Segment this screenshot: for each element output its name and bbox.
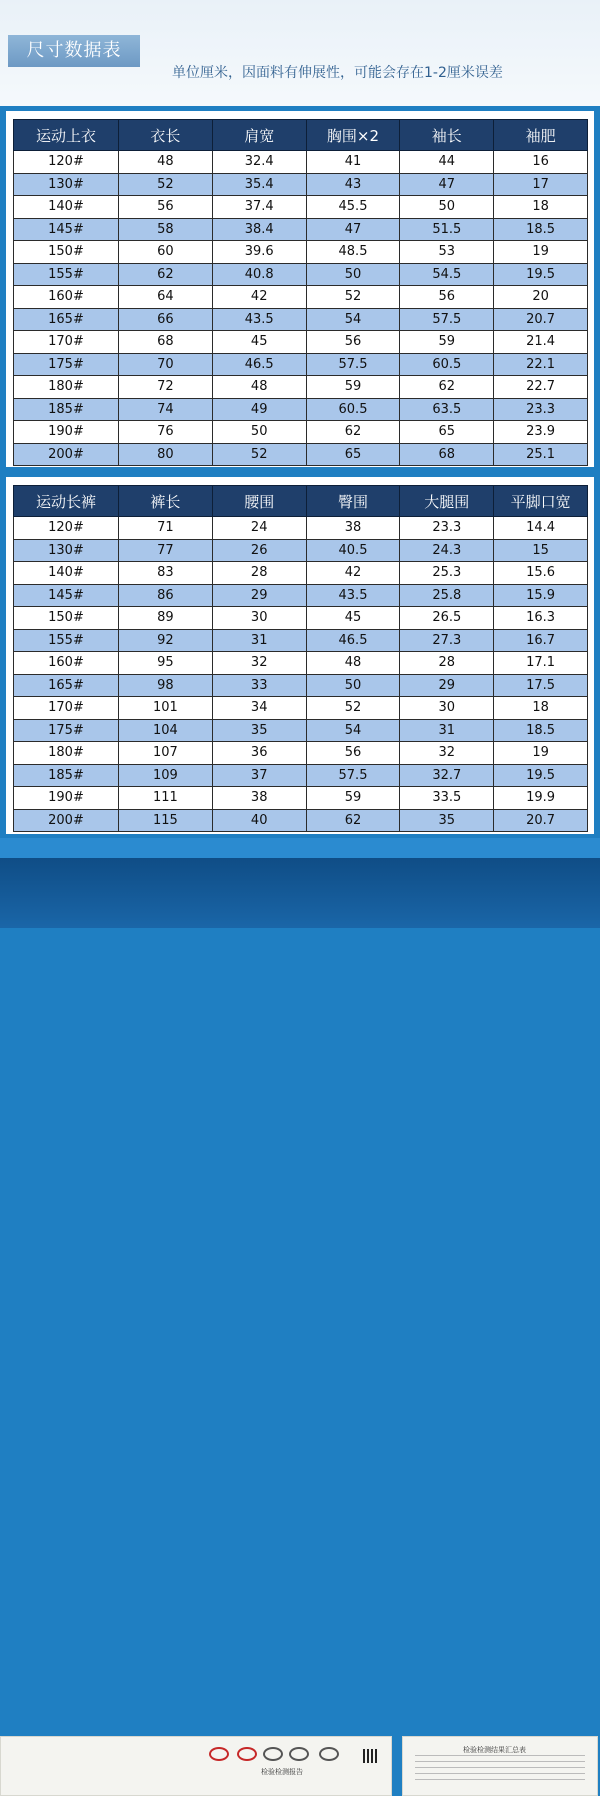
measurement-cell: 48 (306, 652, 400, 675)
measurement-cell: 42 (306, 562, 400, 585)
page-title: 尺寸数据表 (8, 35, 140, 67)
measurement-cell: 40 (212, 809, 306, 832)
measurement-cell: 53 (400, 241, 494, 264)
measurement-cell: 19 (494, 742, 588, 765)
measurement-cell: 77 (119, 539, 213, 562)
measurement-cell: 28 (212, 562, 306, 585)
size-label-cell: 180# (14, 376, 119, 399)
measurement-cell: 56 (119, 196, 213, 219)
header-cell: 臀围 (306, 486, 400, 517)
table-row (14, 286, 588, 309)
size-label-cell: 130# (14, 539, 119, 562)
measurement-cell: 62 (306, 809, 400, 832)
size-label-cell: 140# (14, 562, 119, 585)
size-label-cell: 170# (14, 331, 119, 354)
report-title: 检验检测报告 (261, 1768, 303, 1776)
measurement-cell: 52 (306, 697, 400, 720)
size-label-cell: 175# (14, 353, 119, 376)
measurement-cell: 22.1 (494, 353, 588, 376)
header-band (0, 0, 600, 106)
measurement-cell: 33 (212, 674, 306, 697)
measurement-cell: 74 (119, 398, 213, 421)
measurement-cell: 42 (212, 286, 306, 309)
report-footer (0, 858, 600, 1776)
table-row (14, 787, 588, 810)
size-label-cell: 120# (14, 151, 119, 174)
measurement-cell: 25.3 (400, 562, 494, 585)
cnas-logo-icon (289, 1747, 309, 1761)
unit-note: 单位厘米，因面料有伸展性，可能会存在1-2厘米误差 (172, 65, 503, 81)
measurement-cell: 46.5 (212, 353, 306, 376)
measurement-cell: 35 (212, 719, 306, 742)
measurement-cell: 80 (119, 443, 213, 466)
size-label-cell: 150# (14, 607, 119, 630)
measurement-cell: 39.6 (212, 241, 306, 264)
measurement-cell: 68 (400, 443, 494, 466)
measurement-cell: 19.5 (494, 764, 588, 787)
measurement-cell: 65 (306, 443, 400, 466)
measurement-cell: 15.6 (494, 562, 588, 585)
table-row (14, 562, 588, 585)
measurement-cell: 15.9 (494, 584, 588, 607)
measurement-cell: 29 (400, 674, 494, 697)
measurement-cell: 31 (400, 719, 494, 742)
table-row (14, 539, 588, 562)
measurement-cell: 46.5 (306, 629, 400, 652)
report-document-left (0, 1736, 392, 1796)
pants-size-panel (6, 477, 594, 834)
measurement-cell: 47 (400, 173, 494, 196)
measurement-cell: 115 (119, 809, 213, 832)
measurement-cell: 22.7 (494, 376, 588, 399)
measurement-cell: 18 (494, 697, 588, 720)
size-label-cell: 170# (14, 697, 119, 720)
measurement-cell: 51.5 (400, 218, 494, 241)
size-label-cell: 160# (14, 286, 119, 309)
measurement-cell: 60.5 (400, 353, 494, 376)
measurement-cell: 98 (119, 674, 213, 697)
report-document-right (402, 1736, 598, 1796)
size-label-cell: 185# (14, 764, 119, 787)
table-row (14, 421, 588, 444)
table-row (14, 697, 588, 720)
measurement-cell: 19 (494, 241, 588, 264)
table-row (14, 629, 588, 652)
measurement-cell: 32 (212, 652, 306, 675)
measurement-cell: 36 (212, 742, 306, 765)
measurement-cell: 19.5 (494, 263, 588, 286)
measurement-cell: 43 (306, 173, 400, 196)
cert-logo-icon (237, 1747, 257, 1761)
results-table-lines (415, 1755, 585, 1785)
top-size-table (13, 119, 588, 466)
measurement-cell: 17 (494, 173, 588, 196)
measurement-cell: 56 (306, 331, 400, 354)
measurement-cell: 35.4 (212, 173, 306, 196)
header-cell: 运动长裤 (14, 486, 119, 517)
measurement-cell: 92 (119, 629, 213, 652)
pants-size-table (13, 485, 588, 832)
measurement-cell: 34 (212, 697, 306, 720)
top-size-panel (6, 111, 594, 467)
measurement-cell: 48 (212, 376, 306, 399)
measurement-cell: 30 (400, 697, 494, 720)
measurement-cell: 52 (306, 286, 400, 309)
measurement-cell: 95 (119, 652, 213, 675)
measurement-cell: 65 (400, 421, 494, 444)
measurement-cell: 32 (400, 742, 494, 765)
ilac-logo-icon (263, 1747, 283, 1761)
measurement-cell: 52 (119, 173, 213, 196)
table-row (14, 331, 588, 354)
table-header-row (14, 486, 588, 517)
measurement-cell: 18 (494, 196, 588, 219)
measurement-cell: 25.1 (494, 443, 588, 466)
table-row (14, 652, 588, 675)
measurement-cell: 41 (306, 151, 400, 174)
table-row (14, 443, 588, 466)
measurement-cell: 20.7 (494, 809, 588, 832)
top-table-body (14, 151, 588, 466)
measurement-cell: 66 (119, 308, 213, 331)
measurement-cell: 57.5 (400, 308, 494, 331)
measurement-cell: 16.3 (494, 607, 588, 630)
size-label-cell: 145# (14, 584, 119, 607)
table-row (14, 196, 588, 219)
divider-band (0, 838, 600, 858)
size-label-cell: 200# (14, 809, 119, 832)
measurement-cell: 43.5 (212, 308, 306, 331)
measurement-cell: 45.5 (306, 196, 400, 219)
size-label-cell: 200# (14, 443, 119, 466)
size-label-cell: 165# (14, 308, 119, 331)
measurement-cell: 18.5 (494, 719, 588, 742)
measurement-cell: 37 (212, 764, 306, 787)
measurement-cell: 56 (306, 742, 400, 765)
qr-code-icon (363, 1749, 377, 1763)
measurement-cell: 48 (119, 151, 213, 174)
measurement-cell: 38 (212, 787, 306, 810)
measurement-cell: 26.5 (400, 607, 494, 630)
measurement-cell: 37.4 (212, 196, 306, 219)
size-label-cell: 160# (14, 652, 119, 675)
measurement-cell: 64 (119, 286, 213, 309)
measurement-cell: 63.5 (400, 398, 494, 421)
table-row (14, 674, 588, 697)
measurement-cell: 76 (119, 421, 213, 444)
table-row (14, 719, 588, 742)
table-row (14, 173, 588, 196)
measurement-cell: 54 (306, 719, 400, 742)
measurement-cell: 17.5 (494, 674, 588, 697)
measurement-cell: 20 (494, 286, 588, 309)
size-label-cell: 165# (14, 674, 119, 697)
measurement-cell: 56 (400, 286, 494, 309)
measurement-cell: 19.9 (494, 787, 588, 810)
measurement-cell: 16.7 (494, 629, 588, 652)
measurement-cell: 50 (306, 263, 400, 286)
measurement-cell: 86 (119, 584, 213, 607)
table-row (14, 742, 588, 765)
measurement-cell: 45 (212, 331, 306, 354)
measurement-cell: 17.1 (494, 652, 588, 675)
measurement-cell: 71 (119, 517, 213, 540)
size-label-cell: 150# (14, 241, 119, 264)
header-cell: 裤长 (119, 486, 213, 517)
measurement-cell: 50 (306, 674, 400, 697)
measurement-cell: 101 (119, 697, 213, 720)
measurement-cell: 59 (306, 376, 400, 399)
header-cell: 肩宽 (212, 120, 306, 151)
table-row (14, 607, 588, 630)
header-cell: 袖长 (400, 120, 494, 151)
table-row (14, 218, 588, 241)
size-label-cell: 155# (14, 263, 119, 286)
size-label-cell: 175# (14, 719, 119, 742)
seal-logo-icon (319, 1747, 339, 1761)
measurement-cell: 38 (306, 517, 400, 540)
measurement-cell: 54.5 (400, 263, 494, 286)
measurement-cell: 60 (119, 241, 213, 264)
measurement-cell: 107 (119, 742, 213, 765)
size-label-cell: 190# (14, 787, 119, 810)
table-header-row (14, 120, 588, 151)
table-row (14, 376, 588, 399)
measurement-cell: 68 (119, 331, 213, 354)
measurement-cell: 29 (212, 584, 306, 607)
measurement-cell: 104 (119, 719, 213, 742)
measurement-cell: 62 (400, 376, 494, 399)
measurement-cell: 38.4 (212, 218, 306, 241)
measurement-cell: 24 (212, 517, 306, 540)
measurement-cell: 62 (306, 421, 400, 444)
measurement-cell: 23.3 (400, 517, 494, 540)
table-row (14, 263, 588, 286)
measurement-cell: 70 (119, 353, 213, 376)
measurement-cell: 23.3 (494, 398, 588, 421)
measurement-cell: 30 (212, 607, 306, 630)
measurement-cell: 20.7 (494, 308, 588, 331)
measurement-cell: 57.5 (306, 353, 400, 376)
header-cell: 衣长 (119, 120, 213, 151)
measurement-cell: 54 (306, 308, 400, 331)
size-label-cell: 180# (14, 742, 119, 765)
measurement-cell: 33.5 (400, 787, 494, 810)
measurement-cell: 32.7 (400, 764, 494, 787)
measurement-cell: 45 (306, 607, 400, 630)
measurement-cell: 27.3 (400, 629, 494, 652)
cma-logo-icon (209, 1747, 229, 1761)
measurement-cell: 25.8 (400, 584, 494, 607)
measurement-cell: 50 (400, 196, 494, 219)
header-cell: 平脚口宽 (494, 486, 588, 517)
measurement-cell: 47 (306, 218, 400, 241)
measurement-cell: 21.4 (494, 331, 588, 354)
size-label-cell: 185# (14, 398, 119, 421)
measurement-cell: 40.5 (306, 539, 400, 562)
results-summary-title: 检验检测结果汇总表 (463, 1746, 526, 1754)
table-row (14, 517, 588, 540)
size-label-cell: 145# (14, 218, 119, 241)
measurement-cell: 26 (212, 539, 306, 562)
measurement-cell: 40.8 (212, 263, 306, 286)
size-label-cell: 140# (14, 196, 119, 219)
table-row (14, 809, 588, 832)
table-row (14, 241, 588, 264)
measurement-cell: 59 (306, 787, 400, 810)
measurement-cell: 48.5 (306, 241, 400, 264)
header-cell: 运动上衣 (14, 120, 119, 151)
measurement-cell: 72 (119, 376, 213, 399)
measurement-cell: 49 (212, 398, 306, 421)
measurement-cell: 111 (119, 787, 213, 810)
size-label-cell: 155# (14, 629, 119, 652)
measurement-cell: 89 (119, 607, 213, 630)
measurement-cell: 14.4 (494, 517, 588, 540)
measurement-cell: 16 (494, 151, 588, 174)
size-label-cell: 120# (14, 517, 119, 540)
measurement-cell: 57.5 (306, 764, 400, 787)
measurement-cell: 62 (119, 263, 213, 286)
table-row (14, 584, 588, 607)
table-row (14, 151, 588, 174)
size-label-cell: 190# (14, 421, 119, 444)
measurement-cell: 60.5 (306, 398, 400, 421)
table-row (14, 398, 588, 421)
measurement-cell: 35 (400, 809, 494, 832)
pants-table-body (14, 517, 588, 832)
measurement-cell: 109 (119, 764, 213, 787)
header-cell: 腰围 (212, 486, 306, 517)
measurement-cell: 15 (494, 539, 588, 562)
measurement-cell: 58 (119, 218, 213, 241)
size-label-cell: 130# (14, 173, 119, 196)
header-cell: 袖肥 (494, 120, 588, 151)
measurement-cell: 52 (212, 443, 306, 466)
measurement-cell: 59 (400, 331, 494, 354)
measurement-cell: 18.5 (494, 218, 588, 241)
measurement-cell: 28 (400, 652, 494, 675)
measurement-cell: 23.9 (494, 421, 588, 444)
measurement-cell: 83 (119, 562, 213, 585)
measurement-cell: 31 (212, 629, 306, 652)
header-cell: 胸围×2 (306, 120, 400, 151)
measurement-cell: 44 (400, 151, 494, 174)
table-row (14, 353, 588, 376)
measurement-cell: 43.5 (306, 584, 400, 607)
measurement-cell: 32.4 (212, 151, 306, 174)
header-cell: 大腿围 (400, 486, 494, 517)
measurement-cell: 24.3 (400, 539, 494, 562)
table-row (14, 764, 588, 787)
table-row (14, 308, 588, 331)
measurement-cell: 50 (212, 421, 306, 444)
